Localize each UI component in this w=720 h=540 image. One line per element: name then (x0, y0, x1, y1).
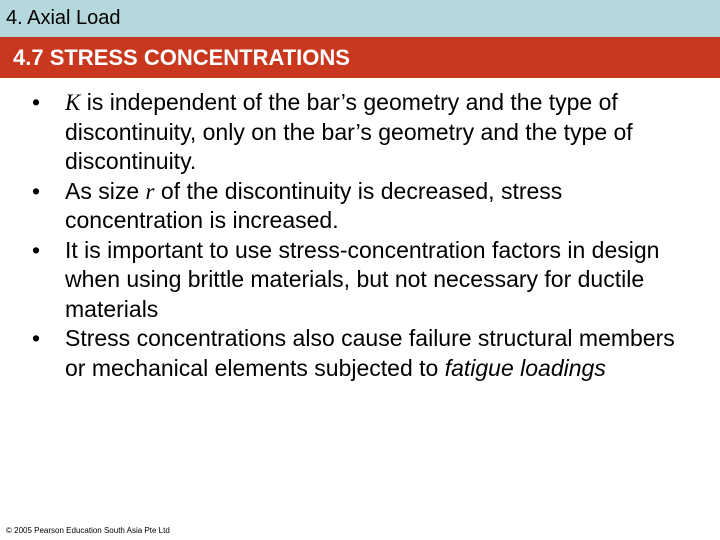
bullet-item-3 (26, 236, 696, 325)
bullet-text-before: As size (65, 177, 146, 204)
bullet-list (26, 88, 696, 383)
bullet-text: is independent of the bar’s geometry and the type of discontinuity, only on the bar’s geometry and the type of discontinuity. (65, 89, 633, 174)
chapter-title: 4. Axial Load (6, 7, 121, 29)
bullet-text-after: of the discontinuity is decreased, stress concentration is increased. (65, 177, 563, 233)
bullet-item-1 (26, 88, 696, 177)
bullet-item-4 (26, 324, 696, 383)
bullet-icon: • (31, 236, 41, 263)
bullet-icon: • (31, 325, 41, 351)
bullet-text: Stress concentrations also cause failure structural members or mechanical elements subjected to (65, 325, 675, 381)
bullet-item-2 (26, 177, 696, 236)
bullet-icon: • (31, 89, 41, 115)
bullet-icon: • (31, 177, 41, 204)
section-title: 4.7 STRESS CONCENTRATIONS (13, 45, 350, 70)
bullet-emphasis: fatigue loadings (444, 354, 606, 381)
copyright-notice: © 2005 Pearson Education South Asia Pte Ltd (6, 526, 170, 535)
r-symbol: r (145, 178, 155, 204)
k-symbol: K (65, 90, 81, 115)
bullet-text: It is important to use stress-concentration factors in design when using brittle materials, but not necessary for ductile materials (65, 236, 660, 322)
